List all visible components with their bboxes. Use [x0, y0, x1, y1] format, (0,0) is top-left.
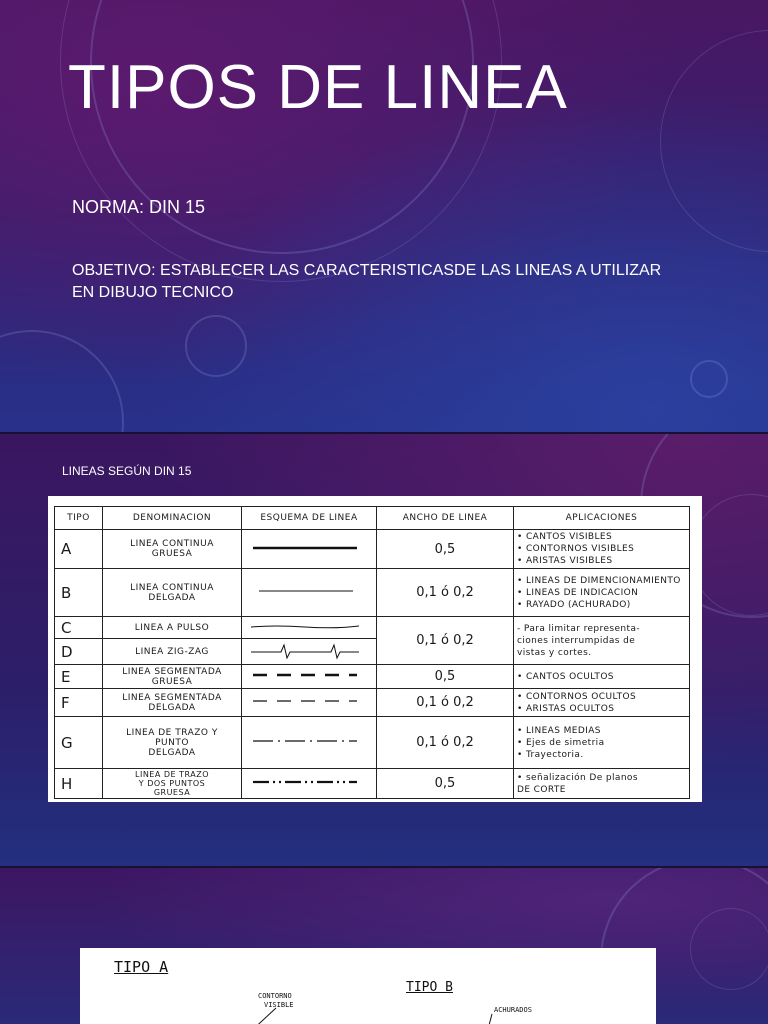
cell-denominacion: [103, 530, 242, 569]
cell-denominacion: [103, 569, 242, 617]
den-line: LINEA SEGMENTADA: [122, 666, 222, 677]
den-line: LINEA DE TRAZO: [135, 770, 209, 779]
cell-aplicaciones: [514, 569, 690, 617]
cell-ancho: 0,1 ó 0,2: [377, 569, 514, 617]
label-tipo-b: TIPO B: [406, 980, 453, 995]
header-aplicaciones: APLICACIONES: [514, 507, 690, 530]
cell-ancho: 0,5: [377, 665, 514, 689]
cell-ancho: 0,1 ó 0,2: [377, 689, 514, 717]
decor-ring: [690, 908, 768, 990]
cell-tipo: C: [55, 617, 103, 639]
den-line: DELGADA: [148, 702, 196, 713]
cell-ancho: 0,1 ó 0,2: [377, 717, 514, 769]
apl-line: vistas y cortes.: [517, 647, 592, 658]
cell-aplicaciones: [514, 665, 690, 689]
line-sample-zigzag: [245, 640, 365, 660]
page-title: TIPOS DE LINEA: [68, 53, 568, 122]
apl-line: • CANTOS OCULTOS: [517, 671, 614, 682]
den-line: LINEA SEGMENTADA: [122, 692, 222, 703]
decor-ring: [0, 330, 124, 432]
apl-line: • CONTORNOS VISIBLES: [517, 544, 635, 554]
cell-esquema: [242, 639, 377, 665]
cell-denominacion: [103, 717, 242, 769]
apl-line: • ARISTAS OCULTOS: [517, 703, 615, 714]
cell-ancho: 0,1 ó 0,2: [377, 617, 514, 665]
cell-denominacion: [103, 689, 242, 717]
cell-esquema: [242, 665, 377, 689]
decor-ring: [60, 0, 502, 282]
line-sample-dash-double-dot: [245, 775, 365, 789]
line-sample-continuous-thin: [245, 581, 365, 601]
slide-caption: LINEAS SEGÚN DIN 15: [62, 464, 192, 478]
apl-line: - Para limitar representa-: [517, 623, 641, 634]
den-line: LINEA CONTINUA: [130, 539, 214, 549]
den-line: PUNTO: [155, 737, 189, 748]
decor-ring: [185, 315, 247, 377]
table-row: [55, 530, 690, 569]
line-sample-freehand: [245, 619, 365, 633]
cell-aplicaciones: [514, 769, 690, 799]
apl-line: • CANTOS VISIBLES: [517, 532, 613, 542]
apl-line: • LINEAS DE DIMENCIONAMIENTO: [517, 575, 681, 586]
cell-denominacion: [103, 769, 242, 799]
cell-aplicaciones: [514, 717, 690, 769]
apl-line: • Ejes de simetria: [517, 737, 605, 748]
cell-esquema: [242, 689, 377, 717]
header-esquema: ESQUEMA DE LINEA: [242, 507, 377, 530]
cell-ancho: 0,5: [377, 769, 514, 799]
apl-line: • CONTORNOS OCULTOS: [517, 691, 637, 702]
den-line: LINEA CONTINUA: [130, 582, 214, 593]
line-sample-dashed-thick: [245, 668, 365, 682]
cell-denominacion: [103, 665, 242, 689]
apl-line: • señalización De planos: [517, 772, 638, 783]
header-denominacion: DENOMINACION: [103, 507, 242, 530]
den-line: DELGADA: [148, 747, 196, 758]
table-row: [55, 617, 690, 639]
cell-esquema: [242, 530, 377, 569]
cell-tipo: A: [55, 530, 103, 569]
header-ancho: ANCHO DE LINEA: [377, 507, 514, 530]
line-sample-dashed-thin: [245, 694, 365, 708]
line-sample-dash-dot: [245, 734, 365, 748]
den-line: Y DOS PUNTOS: [138, 779, 206, 788]
table-header-row: [55, 507, 690, 530]
norma-text: NORMA: DIN 15: [72, 197, 206, 217]
cell-aplicaciones: [514, 617, 690, 665]
cell-aplicaciones: [514, 689, 690, 717]
cell-esquema: [242, 717, 377, 769]
note-achurados: ACHURADOS: [494, 1006, 532, 1014]
cell-tipo: E: [55, 665, 103, 689]
cell-tipo: F: [55, 689, 103, 717]
header-tipo: TIPO: [55, 507, 103, 530]
den-line: GRUESA: [151, 676, 193, 687]
table-row: [55, 717, 690, 769]
cell-denominacion: LINEA A PULSO: [103, 617, 242, 639]
den-line: GRUESA: [153, 788, 191, 797]
table-row: [55, 569, 690, 617]
slide-3: [0, 868, 768, 1024]
label-tipo-a: TIPO A: [114, 958, 169, 976]
apl-line: • ARISTAS VISIBLES: [517, 556, 613, 566]
apl-line: • LINEAS DE INDICACION: [517, 587, 639, 598]
apl-line: ciones interrumpidas de: [517, 635, 636, 646]
apl-line: DE CORTE: [517, 784, 566, 795]
cell-aplicaciones: [514, 530, 690, 569]
line-types-table: [54, 506, 690, 799]
apl-line: • Trayectoria.: [517, 749, 584, 760]
objetivo-text: [72, 260, 672, 304]
cell-esquema: [242, 617, 377, 639]
cell-tipo: H: [55, 769, 103, 799]
table-row: [55, 769, 690, 799]
line-types-table-image: [48, 496, 702, 802]
apl-line: • LINEAS MEDIAS: [517, 725, 601, 736]
den-line: GRUESA: [151, 549, 193, 559]
line-sample-continuous-thick: [245, 538, 365, 558]
note-contorno: CONTORNO: [258, 992, 292, 1000]
cell-tipo: G: [55, 717, 103, 769]
decor-ring: [690, 360, 728, 398]
objetivo-line: OBJETIVO: ESTABLECER LAS CARACTERISTICASDE LAS LINEAS A UTILIZAR: [72, 262, 662, 279]
cell-esquema: [242, 569, 377, 617]
slide-2: [0, 434, 768, 866]
cell-tipo: D: [55, 639, 103, 665]
sketch-strokes: [80, 948, 656, 1024]
apl-line: • RAYADO (ACHURADO): [517, 599, 631, 610]
decor-ring: [660, 30, 768, 252]
cell-ancho: 0,5: [377, 530, 514, 569]
table-row: [55, 689, 690, 717]
den-line: LINEA DE TRAZO Y: [126, 727, 218, 738]
table-row: [55, 665, 690, 689]
den-line: DELGADA: [148, 592, 196, 603]
cell-denominacion: LINEA ZIG-ZAG: [103, 639, 242, 665]
cell-tipo: B: [55, 569, 103, 617]
objetivo-line: EN DIBUJO TECNICO: [72, 284, 234, 301]
cell-esquema: [242, 769, 377, 799]
note-visible: VISIBLE: [264, 1001, 294, 1009]
drawing-sheet-image: [80, 948, 656, 1024]
slide-1: [0, 0, 768, 432]
